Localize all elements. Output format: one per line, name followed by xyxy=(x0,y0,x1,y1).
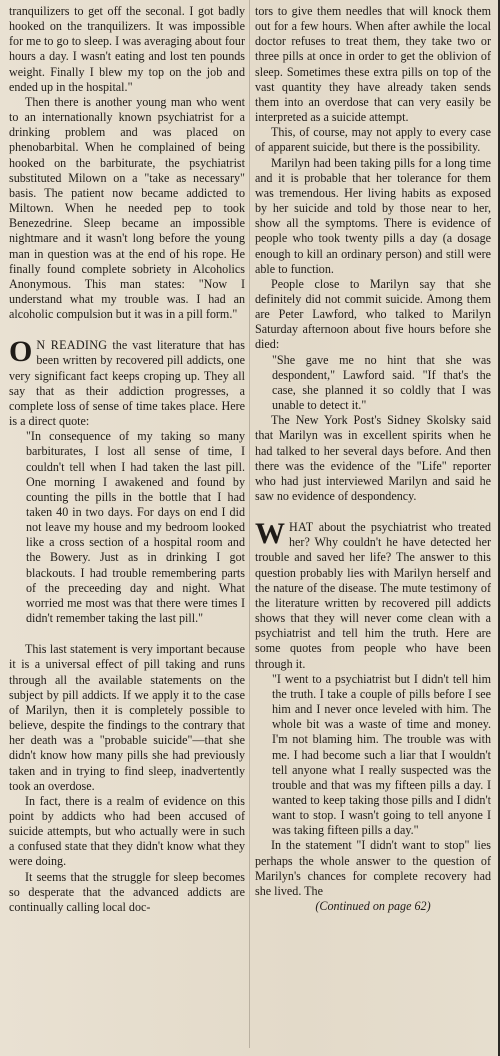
paragraph: This, of course, may not apply to every case of apparent suicide, but there is the possibility. xyxy=(255,125,491,155)
paragraph: Marilyn had been taking pills for a long time and it is probable that her tolerance for them was tremendous. Her living habits as exposed by her suicide and told by those near to her, show all the symptoms. There is evidence of people who took twenty pills a day (a dosage enough to kill an ordinary person) and still were able to function. xyxy=(255,155,491,276)
continued-note: (Continued on page 62) xyxy=(315,899,431,914)
block-quote: "She gave me no hint that she was despondent," Lawford said. "If that's the case, she planned it so coldly that I was unable to detect it." xyxy=(272,352,491,413)
paragraph: In fact, there is a realm of evidence on this point by addicts who had been accused of suicide attempts, but who actually were in such a confused state that they didn't know what they were doing. xyxy=(9,793,245,869)
paragraph: This last statement is very important because it is a universal effect of pill taking and runs through all the available statements on the subject by pill addicts. If we apply it to the case of Marilyn, then it is completely possible to believe, despite the findings to the contrary that her death was a "probable suicide"—that she didn't know how many pills she had previously taken and in trying to find sleep, inadvertently took an overdose. xyxy=(9,642,245,793)
lead-in: N READING xyxy=(36,338,108,353)
paragraph-continuation: tors to give them needles that will knock them out for a few hours. When after awhile the local doctor refuses to treat them, they take two or three pills at once in order to get the oblivion of sleep. Sometimes these extra pills on top of the vast quantity they have already taken sends them into an overdose that can very easily be interpreted as a suicide attempt. xyxy=(255,4,491,125)
drop-cap: O xyxy=(9,335,33,369)
lead-in: HAT xyxy=(289,520,314,535)
section-paragraph xyxy=(9,335,246,429)
right-column xyxy=(255,4,491,914)
drop-cap: W xyxy=(255,517,285,551)
paragraph: The New York Post's Sidney Skolsky said that Marilyn was in excellent spirits when he had talked to her several days before. And then there was the evidence of the "Life" reporter who had just interviewed Marilyn and said he saw no evidence of despondency. xyxy=(255,413,491,503)
paragraph-text: the vast literature that has been written by recovered pill addicts, one very significant fact keeps croping up. They all say that as their addiction progresses, a complete loss of sense of time takes place. Here is a direct quote: xyxy=(9,338,246,429)
paragraph-text: about the psychiatrist who treated her? Why couldn't he have detected her trouble and saved her life? The answer to this question probably lies with Marilyn herself and the nature of the disease. The mute testimony of the literature written by recovered pill addicts shows that they will never come clean with a psychiatrist and tell him the truth. Here are some quotes from people who have been through it. xyxy=(255,520,491,671)
block-quote: "I went to a psychiatrist but I didn't tell him the truth. I take a couple of pills before I see him and I never once leveled with him. The whole bit was a waste of time and money. I'm not blaming him. The trouble was with me. I had become such a liar that I wouldn't tell anyone what I really suspected was the trouble and that was my fifteen pills a day. I wanted to keep taking those pills and I didn't want to stop. I wasn't going to tell anyone I was taking fifteen pills a day." xyxy=(272,671,491,838)
section-paragraph xyxy=(255,517,491,672)
paragraph-continuation: tranquilizers to get off the seconal. I got badly hooked on the tranquilizers. It was impossible for me to go to sleep. I was averaging about four hours a day. I wasn't eating and lost ten pounds weight. Finally I blew my top on the job and ended up in the hospital." xyxy=(9,4,245,94)
left-column xyxy=(9,4,245,915)
paragraph: It seems that the struggle for sleep becomes so desperate that the advanced addicts are continually calling local doc- xyxy=(9,869,245,914)
paragraph: People close to Marilyn say that she definitely did not commit suicide. Among them are Peter Lawford, who talked to Marilyn Saturday afternoon about five hours before she died: xyxy=(255,276,491,352)
column-rule xyxy=(249,0,250,1048)
block-quote: "In consequence of my taking so many barbiturates, I lost all sense of time, I couldn't tell when I had taken the last pill. One morning I awakened and found by counting the pills in the bottle that I had taken 40 in two days. For days on end I did not leave my house and my bedroom looked like a cross section of a hospital room and the Bowery. Just as in drinking I got blackouts. I had trouble remembering parts of the preceeding day and night. What worried me most was that there were times I didn't remember taking the last pill." xyxy=(26,429,245,626)
paragraph: In the statement "I didn't want to stop" lies perhaps the whole answer to the question of Marilyn's chances for complete recovery had she lived. The xyxy=(255,838,491,898)
paragraph: Then there is another young man who went to an internationally known psychiatrist for a drinking problem and was placed on phenobarbital. When he complained of being hooked on the barbiturate, the psychiatrist substituted Milown on a "take as necessary" basis. The patient now became addicted to Miltown. When he needed pep to took Benezedrine. Sleep became an impossible nightmare and it wasn't long before the young man in question was at the end of his rope. He finally found complete sobriety in Alcoholics Anonymous. This man states: "Now I understand what my trouble was. I had an alcoholic compulsion but it was in a pill form." xyxy=(9,94,245,322)
